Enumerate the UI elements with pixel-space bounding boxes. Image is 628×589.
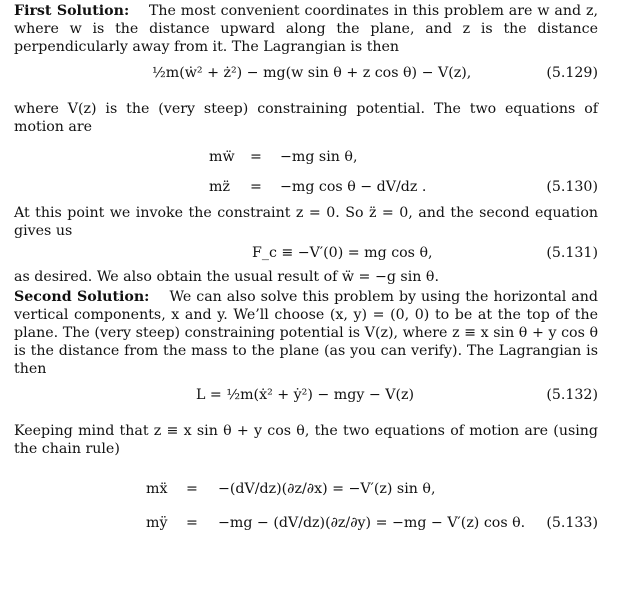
- equation-5-130b-rhs: −mg cos θ − dV/dz .: [280, 179, 427, 195]
- equation-5-129-body: ½m(ẇ² + ż²) − mg(w sin θ + z cos θ) − V(z),: [152, 65, 472, 81]
- equation-5-130b-lhs: mz̈: [209, 179, 230, 195]
- equation-5-129-number: (5.129): [546, 65, 598, 81]
- equation-5-132: [14, 378, 598, 422]
- second-solution-heading: Second Solution:: [14, 289, 150, 305]
- equation-5-130a-lhs: mẅ: [209, 149, 235, 165]
- text-page: [14, 2, 598, 542]
- first-solution-heading: First Solution:: [14, 3, 130, 19]
- equation-5-130-number: (5.130): [546, 179, 598, 195]
- equation-5-133a-rhs: −(dV/dz)(∂z/∂x) = −V′(z) sin θ,: [218, 481, 436, 497]
- equation-5-130b-equals: =: [250, 179, 262, 195]
- chain-rule-paragraph: Keeping mind that z ≡ x sin θ + y cos θ, the two equations of motion are (using the chain rule): [14, 423, 598, 457]
- equation-5-133b-rhs: −mg − (dV/dz)(∂z/∂y) = −mg − V′(z) cos θ.: [218, 515, 526, 531]
- equation-5-133: [14, 462, 598, 542]
- equation-5-131-body: F_c ≡ −V′(0) = mg cos θ,: [252, 245, 433, 261]
- equation-5-131-number: (5.131): [546, 245, 598, 261]
- equation-5-132-body: L = ½m(ẋ² + ẏ²) − mgy − V(z): [196, 387, 415, 403]
- equation-5-133a-equals: =: [186, 481, 198, 497]
- equation-5-130a-equals: =: [250, 149, 262, 165]
- equation-5-130a-rhs: −mg sin θ,: [280, 149, 358, 165]
- equation-5-132-number: (5.132): [546, 387, 598, 403]
- equation-5-133-number: (5.133): [546, 515, 598, 531]
- second-solution-paragraph: [14, 288, 598, 378]
- first-solution-paragraph: [14, 2, 598, 56]
- equation-5-130: [14, 140, 598, 204]
- equation-5-133a-lhs: mẍ: [146, 481, 168, 497]
- equation-5-133b-equals: =: [186, 515, 198, 531]
- equation-5-133b-lhs: mÿ: [146, 515, 168, 531]
- first-solution-intro: The most convenient coordinates in this problem are w and z, where w is the distance upward along the plane, and z is the distance perpendicularly away from it. The Lagrangian is then: [14, 3, 598, 55]
- equation-5-129: [14, 56, 598, 100]
- constraining-potential-paragraph: where V(z) is the (very steep) constraining potential. The two equations of motion are: [14, 101, 598, 135]
- invoke-constraint-paragraph: At this point we invoke the constraint z = 0. So z̈ = 0, and the second equation gives us: [14, 205, 598, 239]
- second-solution-intro: We can also solve this problem by using the horizontal and vertical components, x and y. We’ll choose (x, y) = (0, 0) to be at the top of the plane. The (very steep) constraining potential is V(z), where z ≡ x sin θ + y cos θ is the distance from the mass to the plane (as you can verify). The Lagrangian is then: [14, 289, 598, 377]
- equation-5-131: [14, 242, 598, 268]
- usual-result-paragraph: as desired. We also obtain the usual result of ẅ = −g sin θ.: [14, 269, 439, 285]
